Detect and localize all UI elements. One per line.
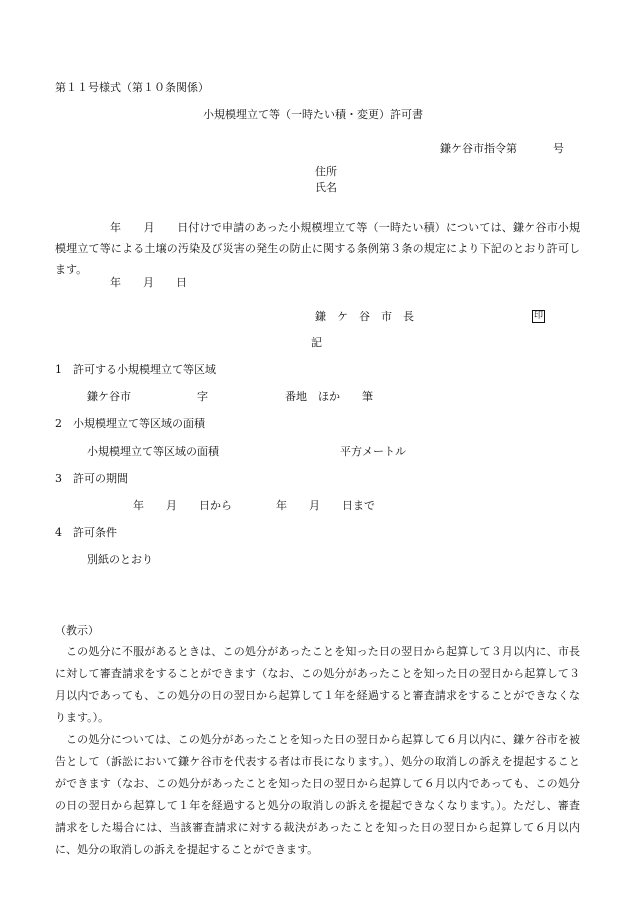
permit-body-text: 年 月 日付けで申請のあった小規模埋立て等（一時たい積）については、鎌ケ谷市小規模埋立て等による土壌の汚染及び災害の発生の防止に関する条例第３条の規定により下記のとおり許可します。 <box>55 221 580 276</box>
item-1-detail: 鎌ケ谷市 字 番地 ほか 筆 <box>87 390 373 403</box>
permit-number-prefix: 鎌ケ谷市指令第 <box>440 142 517 155</box>
permit-number-suffix: 号 <box>553 142 564 155</box>
item-4-heading: 4 許可条件 <box>55 526 117 539</box>
permit-number <box>440 143 564 154</box>
notice-paragraph-1: この処分に不服があるときは、この処分があったことを知った日の翌日から起算して３月以内に、市長に対して審査請求をすることができます（なお、この処分があったことを知った日の翌日から起算して３月以内であっても、この処分の日の翌日から起算して１年を経過すると審査請求をすることができなくなります。）。 <box>55 645 580 724</box>
item-2-detail: 小規模埋立て等区域の面積 平方メートル <box>87 445 406 458</box>
item-4-detail: 別紙のとおり <box>87 553 153 566</box>
notice-heading: （教示） <box>55 624 99 637</box>
item-3-heading: 3 許可の期間 <box>55 472 128 485</box>
form-number: 第１１号様式（第１０条関係） <box>55 81 209 94</box>
issue-date: 年 月 日 <box>110 276 187 289</box>
ki-heading: 記 <box>311 336 322 349</box>
name-label: 氏名 <box>315 181 337 194</box>
item-3-detail: 年 月 日から 年 月 日まで <box>133 499 375 512</box>
item-1-heading: 1 許可する小規模埋立て等区域 <box>55 363 216 376</box>
item-2-heading: 2 小規模埋立て等区域の面積 <box>55 417 205 430</box>
address-label: 住所 <box>315 165 337 178</box>
seal-mark: 印 <box>533 311 543 321</box>
document-title: 小規模埋立て等（一時たい積・変更）許可書 <box>203 108 423 121</box>
issuer-name: 鎌 ケ 谷 市 長 <box>315 310 414 323</box>
notice-paragraph-2: この処分については、この処分があったことを知った日の翌日から起算して６月以内に、鎌ケ谷市を被告として（訴訟において鎌ケ谷市を代表する者は市長になります。）、処分の取消しの訴えを提起することができます（なお、この処分があったことを知った日の翌日から起算して６月以内であっても、この処分の日の翌日から起算して１年を経過すると処分の取消しの訴えを提起できなくなります。）。ただし、審査請求をした場合には、当該審査請求に対する裁決があったことを知った日の翌日から起算して６月以内に、処分の取消しの訴えを提起することができます。 <box>55 733 580 856</box>
